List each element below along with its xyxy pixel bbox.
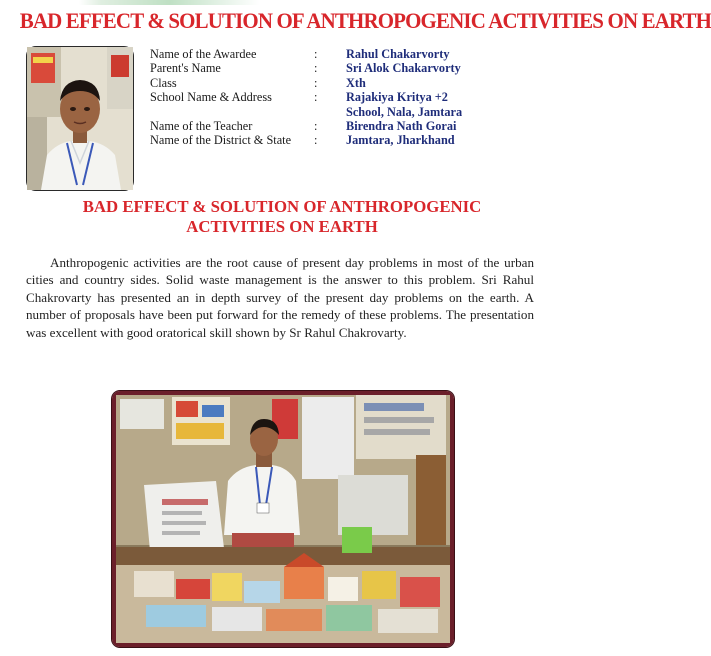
info-value: Xth <box>346 75 366 90</box>
awardee-portrait-photo <box>26 46 134 191</box>
info-value: Rajakiya Kritya +2 School, Nala, Jamtara <box>346 90 463 119</box>
portrait-image <box>27 47 133 190</box>
description-paragraph: Anthropogenic activities are the root cause of present day problems in most of the urban cities and country sides. Solid waste management is the answer to this problem. Sri Rahul Chakrovarty has presented an in depth survey of the present day problems on the earth. A number of proposals have been put forward for the remedy of these problems. The presentation was excellent with good oratorical skill shown by Sr Rahul Chakrovarty. <box>26 255 534 340</box>
info-label: Parent's Name <box>150 61 221 76</box>
exhibit-image <box>116 395 450 643</box>
info-separator: : <box>314 61 318 76</box>
page-title: BAD EFFECT & SOLUTION OF ANTHROPOGENIC ACTIVITIES ON EARTH <box>19 8 711 33</box>
info-separator: : <box>314 90 318 105</box>
info-value: Birendra Nath Gorai <box>346 119 457 134</box>
awardee-info-table <box>150 47 546 148</box>
info-row-teacher <box>150 119 546 133</box>
info-separator: : <box>314 75 318 90</box>
info-row-school <box>150 90 546 119</box>
info-separator: : <box>314 133 318 148</box>
header-accent-strip <box>0 0 564 5</box>
info-label: Name of the Teacher <box>150 119 253 134</box>
info-row-district <box>150 133 546 147</box>
info-separator: : <box>314 47 318 61</box>
info-row-awardee <box>150 47 546 61</box>
info-label: School Name & Address <box>150 90 272 105</box>
section-title-line-1: BAD EFFECT & SOLUTION OF ANTHROPOGENIC <box>82 197 482 216</box>
info-value: Jamtara, Jharkhand <box>346 133 455 148</box>
section-title <box>0 197 564 237</box>
info-label: Name of the Awardee <box>150 47 257 61</box>
info-row-class <box>150 76 546 90</box>
info-label: Name of the District & State <box>150 133 292 148</box>
info-value: Sri Alok Chakarvorty <box>346 61 461 76</box>
info-row-parent <box>150 61 546 75</box>
info-label: Class <box>150 75 177 90</box>
section-title-line-2: ACTIVITIES ON EARTH <box>186 217 378 236</box>
exhibit-photo <box>112 391 454 647</box>
info-value: Rahul Chakarvorty <box>346 47 450 61</box>
info-separator: : <box>314 119 318 134</box>
